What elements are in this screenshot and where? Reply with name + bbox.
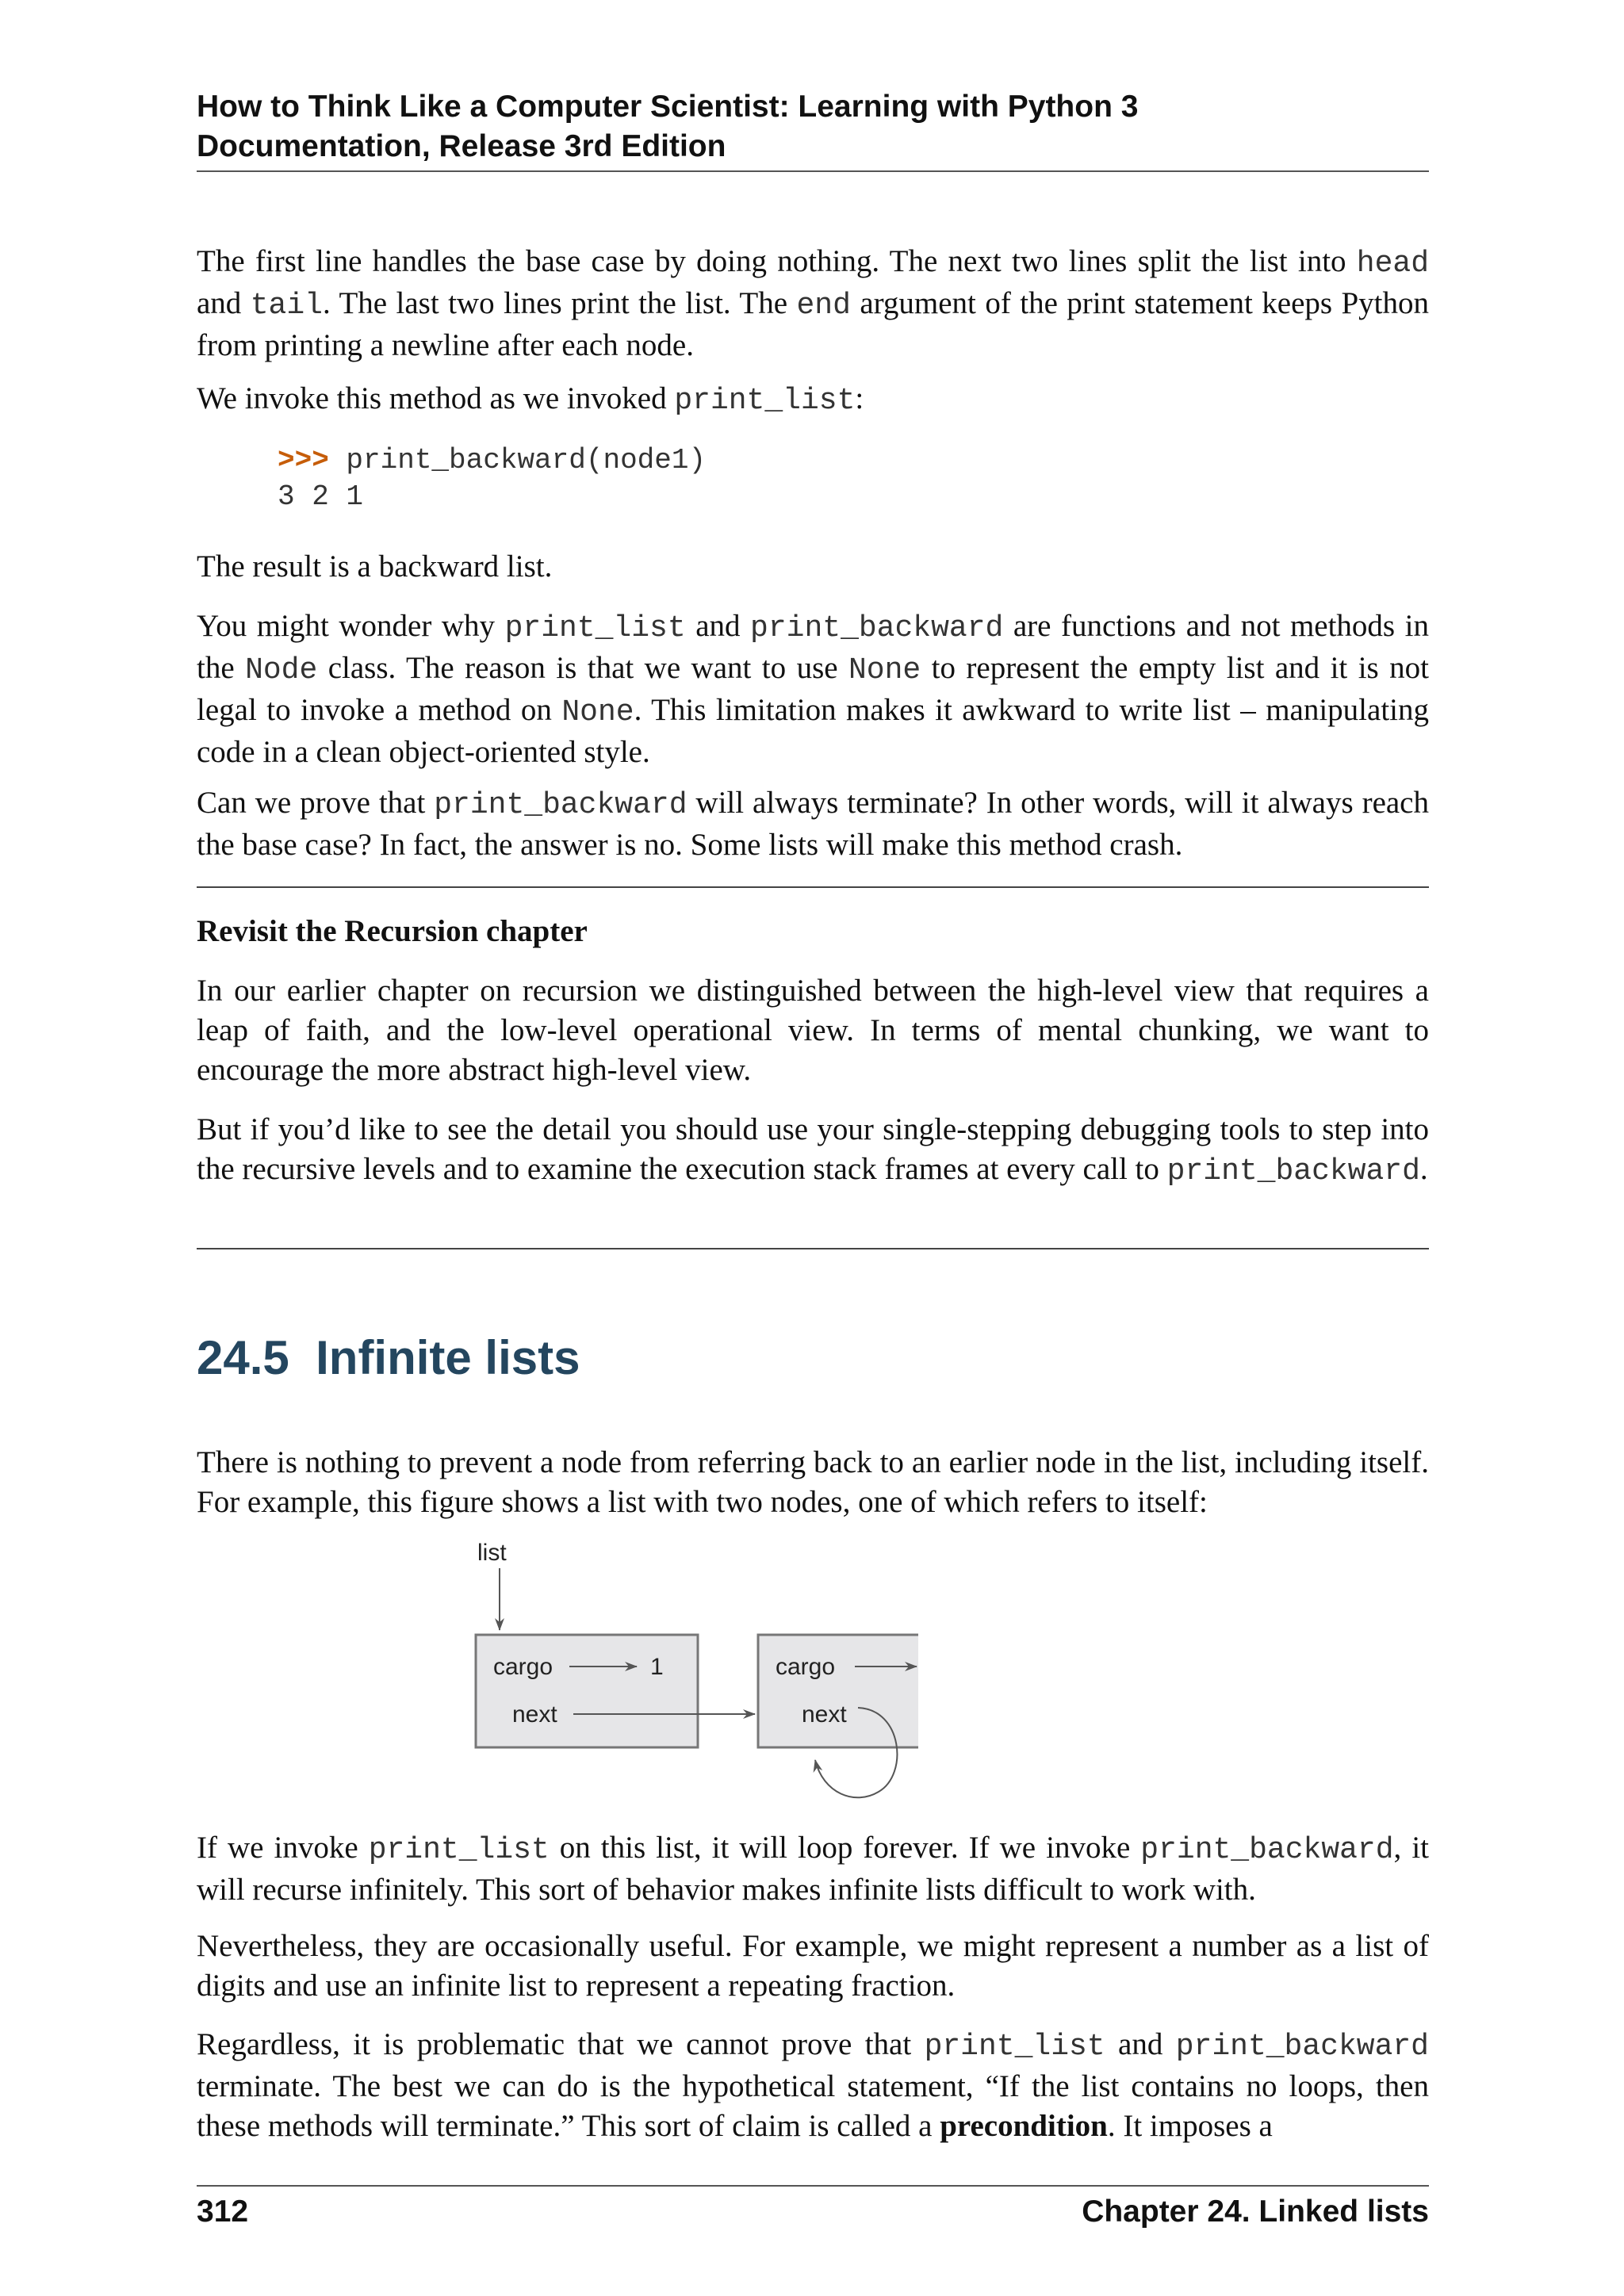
code-line-1 <box>278 442 1429 479</box>
text-run: But if you’d like to see the detail you should use your single-stepping debugging tools to step into the recursive levels and to examine the execution stack frames at every call to <box>197 1112 1429 1186</box>
text-run: Can we prove that <box>197 786 435 820</box>
diagram-svg <box>268 1536 918 1822</box>
text-run: . It imposes a <box>1107 2109 1273 2143</box>
running-footer <box>197 2195 1429 2236</box>
paragraph-functions-not-methods <box>197 607 1429 772</box>
text-run: , it will recurse infinitely. This sort of behavior makes infinite lists difficult to work with. <box>197 1831 1429 1907</box>
text-run: The first line handles the base case by doing nothing. The next two lines split the list into <box>197 244 1357 278</box>
text-run: If we invoke <box>197 1831 369 1865</box>
code-none: None <box>561 695 634 729</box>
text-run: . <box>1419 1152 1428 1186</box>
header-title-line1: How to Think Like a Computer Scientist: Learning with Python 3 <box>197 90 1139 124</box>
term-precondition: precondition <box>940 2109 1108 2143</box>
code-none: None <box>848 653 921 687</box>
node1-next-label: next <box>512 1701 557 1728</box>
node2-next-label: next <box>802 1701 847 1728</box>
code-print-backward: print_backward <box>1166 1154 1420 1188</box>
section-heading <box>197 1330 1429 1385</box>
node2-cargo-label: cargo <box>776 1654 836 1680</box>
section-number: 24.5 <box>197 1331 289 1384</box>
code-print-backward: print_backward <box>1175 2030 1429 2064</box>
text-run: We invoke this method as we invoked <box>197 381 675 415</box>
footer-rule <box>197 2185 1429 2187</box>
note-title: Revisit the Recursion chapter <box>197 914 588 948</box>
running-header <box>197 87 1429 166</box>
paragraph-infinite-intro: There is nothing to prevent a node from referring back to an earlier node in the list, including itself. For example, this figure shows a list with two nodes, one of which refers to itself: <box>197 1445 1429 1519</box>
code-print-list: print_list <box>674 384 856 418</box>
node1-cargo-value: 1 <box>650 1654 664 1680</box>
note-box <box>197 912 1429 951</box>
paragraph-prove-terminate <box>197 783 1429 865</box>
paragraph-invoke <box>197 379 1429 421</box>
note-bottom-rule <box>197 1248 1429 1249</box>
code-print-backward: print_backward <box>750 611 1004 645</box>
code-tail: tail <box>250 289 323 323</box>
code-node: Node <box>245 653 318 687</box>
paragraph-occasionally-useful: Nevertheless, they are occasionally useful. For example, we might represent a number as a list of digits and use an infinite list to represent a repeating fraction. <box>197 1929 1429 2003</box>
text-run: class. The reason is that we want to use <box>317 651 848 685</box>
code-print-backward: print_backward <box>1140 1833 1394 1867</box>
code-statement: print_backward(node1) <box>328 444 707 476</box>
text-run: are functions and not methods in the <box>197 609 1429 685</box>
text-run: and <box>685 609 751 643</box>
paragraph-loop-forever <box>197 1828 1429 1910</box>
paragraph-result: The result is a backward list. <box>197 549 553 584</box>
text-run: : <box>855 381 864 415</box>
code-print-list: print_list <box>924 2030 1105 2064</box>
chapter-title: Chapter 24. Linked lists <box>1082 2195 1429 2229</box>
paragraph-precondition <box>197 2025 1429 2146</box>
code-line-2: 3 2 1 <box>278 480 364 513</box>
paragraph-base-case <box>197 242 1429 365</box>
section-title: Infinite lists <box>316 1331 580 1384</box>
text-run: to represent the empty list and it is not legal to invoke a method on <box>197 651 1429 727</box>
page-number: 312 <box>197 2195 249 2229</box>
text-run: . This limitation makes it awkward to write list – manipulating code in a clean object-oriented style. <box>197 693 1429 769</box>
python-prompt: >>> <box>278 444 329 476</box>
code-print-list: print_list <box>504 611 686 645</box>
text-run: You might wonder why <box>197 609 505 643</box>
text-run: and <box>1105 2027 1176 2061</box>
text-run: . The last two lines print the list. The <box>322 286 797 320</box>
code-print-backward: print_backward <box>434 788 688 822</box>
linked-list-diagram <box>268 1536 918 1822</box>
code-head: head <box>1356 247 1429 281</box>
text-run: on this list, it will loop forever. If we invoke <box>549 1831 1141 1865</box>
note-top-rule <box>197 886 1429 888</box>
code-example <box>197 442 1429 515</box>
header-rule <box>197 170 1429 172</box>
note-paragraph-2 <box>197 1110 1429 1192</box>
text-run: Regardless, it is problematic that we cannot prove that <box>197 2027 925 2061</box>
text-run: argument of the print statement keeps Python from printing a newline after each node. <box>197 286 1430 362</box>
text-run: will always terminate? In other words, will it always reach the base case? In fact, the answer is no. Some lists will make this method crash. <box>197 786 1429 862</box>
text-run: terminate. The best we can do is the hypothetical statement, “If the list contains no loops, then these methods will terminate.” This sort of claim is called a <box>197 2069 1429 2143</box>
text-run: and <box>197 286 251 320</box>
node1-box <box>476 1635 698 1747</box>
node1-cargo-label: cargo <box>493 1654 553 1680</box>
list-label: list <box>477 1540 507 1566</box>
node2-box <box>758 1635 918 1747</box>
header-title-line2: Documentation, Release 3rd Edition <box>197 129 726 163</box>
note-paragraph-1: In our earlier chapter on recursion we distinguished between the high-level view that requires a leap of faith, and the low-level operational view. In terms of mental chunking, we want to encourage the more abstract high-level view. <box>197 974 1429 1087</box>
code-end: end <box>796 289 851 323</box>
code-print-list: print_list <box>368 1833 550 1867</box>
